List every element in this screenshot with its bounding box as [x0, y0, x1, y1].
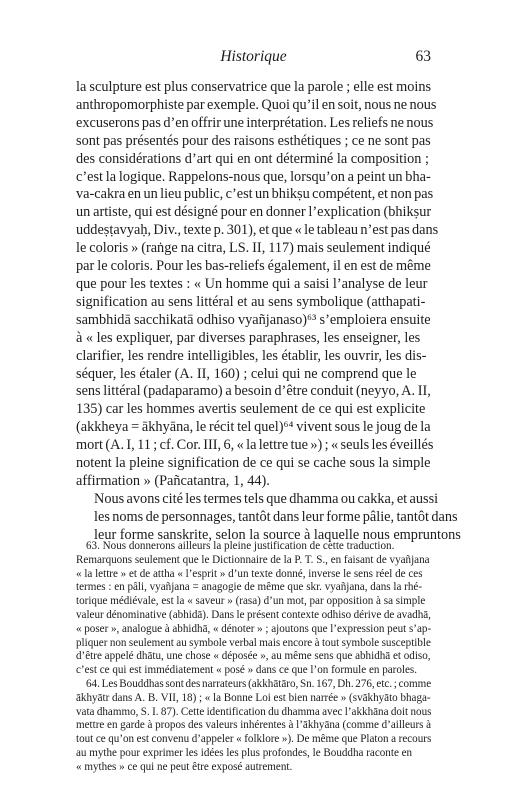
footnote-line: « mythes » ce qui ne peut être exposé autrement. [76, 760, 293, 773]
running-title: Historique [220, 48, 287, 65]
text-line: mort (A. I, 11 ; cf. Cor. III, 6, « la lettre tue ») ; « seuls les éveillés [76, 437, 434, 454]
footnote-line: torique médiévale, est la « saveur » (rasa) d’un mot, par opposition à sa simple [76, 595, 426, 608]
footnote-line: « la lettre » et de attha « l’esprit » d’un texte donné, inverse le sens réel de ces [76, 567, 423, 580]
paragraph [76, 490, 461, 545]
text-line: les noms de personnages, tantôt dans leur forme pâlie, tantôt dans [94, 508, 458, 525]
footnote [76, 540, 431, 678]
text-line: leur forme sanskrite, selon la source à laquelle nous empruntons [94, 526, 461, 543]
body-text [76, 79, 461, 545]
text-line: excuserons pas d’en offrir une interprétation. Les reliefs ne nous [76, 114, 434, 131]
footnote-line: valeur dénominative (abhidā). Dans le présent contexte odhiso dérive de avadhā, [76, 608, 431, 621]
footnote-line: vata dhammo, S. I. 87). Cette identification du dhamma avec l’akkhāna doit nous [76, 705, 432, 718]
text-line: par le coloris. Pour les bas-reliefs également, il en est de même [76, 258, 431, 275]
text-line: le coloris » (raṅge na citra, LS. II, 117) mais seulement indiqué [76, 240, 431, 257]
text-line: à « les expliquer, par diverses paraphrases, les enseigner, les [76, 329, 421, 346]
footnote-line: d’être appelé dhātu, une chose « déposée », au même sens que abhidhā et odiso, [76, 650, 431, 663]
text-line: la sculpture est plus conservatrice que la parole ; elle est moins [76, 79, 432, 95]
text-line: c’est la logique. Rappelons-nous que, lorsqu’on a peint un bha- [76, 168, 431, 185]
text-line: Nous avons cité les termes tels que dhamma ou cakka, et aussi [94, 490, 439, 507]
footnote-line: « poser », analogue à abhidhā, « dénoter » ; ajoutons que l’expression peut s’ap- [76, 622, 432, 635]
footnote-line: termes : en pâli, vyañjana = anagogie de même que skr. vyañjana, dans la rhé- [76, 581, 423, 594]
text-line: signification au sens littéral et au sens symbolique (atthapati- [76, 293, 426, 310]
text-line: clarifier, les rendre intelligibles, les établir, les ouvrir, les dis- [76, 347, 427, 364]
text-line: un artiste, qui est désigné pour en donner l’explication (bhikṣur [76, 204, 432, 221]
text-line: sont pas présentés pour des raisons esthétiques ; ce ne sont pas [76, 132, 431, 149]
text-line: affirmation » (Pañcatantra, 1, 44). [76, 472, 270, 489]
footnote-line: au mythe pour exprimer les idées les plus profondes, le Bouddha raconte en [76, 746, 413, 759]
footnote-line: 63. Nous donnerons ailleurs la pleine justification de cette traduction. [86, 540, 395, 552]
footnote-line: c’est ce qui est immédiatement « posé » dans ce que l’on formule en paroles. [76, 664, 418, 677]
footnote-line: mettre en garde à propos des valeurs inhérentes à l’ākhyāna (comme d’ailleurs à [76, 719, 432, 732]
footnotes [76, 540, 431, 775]
text-line: que pour les textes : « Un homme qui a saisi l’analyse de leur [76, 275, 428, 292]
footnote-line: tout ce qu’on est convenu d’appeler « folklore »). De même que Platon a recours [76, 733, 432, 746]
text-line: 135) car les hommes avertis seulement de ce qui est explicite [76, 401, 426, 418]
footnote [76, 678, 431, 775]
text-line: des considérations d’art qui en ont déterminé la composition ; [76, 150, 429, 167]
text-line: uddeṣṭavyaḥ, Div., texte p. 301), et que « le tableau n’est pas dans [76, 222, 439, 239]
running-head [76, 48, 431, 68]
text-line: séquer, les étaler (A. II, 160) ; celui qui ne comprend que le [76, 365, 417, 382]
paragraph [76, 79, 439, 491]
text-line: anthropomorphiste par exemple. Quoi qu’il en soit, nous ne nous [76, 96, 437, 113]
text-line: sens littéral (padaparamo) a besoin d’être conduit (neyyo, A. II, [76, 383, 431, 400]
text-line: va-cakra en un lieu public, c’est un bhikṣu compétent, et non pas [76, 186, 434, 203]
footnote-line: ākhyātr dans A. B. VII, 18) ; « la Bonne Loi est bien narrée » (svākhyāto bhaga- [76, 691, 431, 704]
text-line: notent la pleine signification de ce qui se cache sous la simple [76, 455, 431, 472]
footnote-line: pliquer non seulement au symbole verbal mais encore à tout symbole susceptible [76, 636, 431, 649]
footnote-line: 64. Les Bouddhas sont des narrateurs (akkhātāro, Sn. 167, Dh. 276, etc. ; comme [86, 677, 432, 690]
text-line: (akkheya = ākhyāna, le récit tel quel)⁶⁴ vivent sous le joug de la [76, 419, 431, 436]
text-line: sambhidā sacchikatā odhiso vyañjanaso)⁶³ s’emploiera ensuite [76, 311, 431, 328]
footnote-line: Remarquons seulement que le Dictionnaire de la P. T. S., en faisant de vyañjana [76, 553, 430, 566]
page-number: 63 [415, 48, 431, 65]
